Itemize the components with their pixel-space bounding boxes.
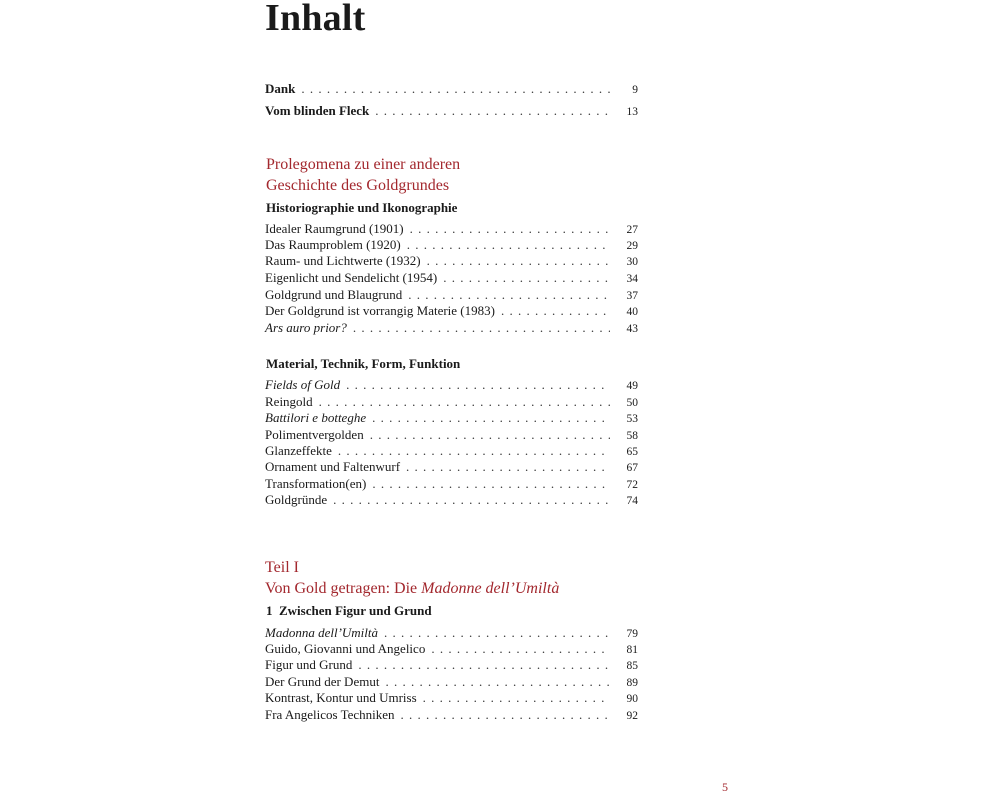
toc-entry-page: 58 xyxy=(626,430,638,442)
toc-entry[interactable] xyxy=(265,674,638,690)
dot-leader xyxy=(423,690,610,706)
toc-entry[interactable] xyxy=(265,237,638,253)
toc-entry[interactable] xyxy=(265,253,638,269)
toc-entry-page: 72 xyxy=(626,479,638,491)
toc-entry-title: Guido, Giovanni und Angelico xyxy=(265,641,426,656)
toc-entry[interactable] xyxy=(265,459,638,475)
toc-entry[interactable] xyxy=(265,427,638,443)
toc-entry-title: Glanzeffekte xyxy=(265,443,332,458)
dot-leader xyxy=(401,707,610,723)
toc-entry[interactable] xyxy=(265,690,638,706)
dot-leader xyxy=(353,320,610,336)
toc-entry-page: 50 xyxy=(626,397,638,409)
toc-entry-title: Fra Angelicos Techniken xyxy=(265,707,395,722)
toc-entry-page: 49 xyxy=(626,380,638,392)
chapter-heading: 1 Zwischen Figur und Grund xyxy=(266,603,432,618)
dot-leader xyxy=(406,459,610,475)
toc-entry-page: 13 xyxy=(626,106,638,118)
teil1-title-plain: Von Gold getragen: Die xyxy=(265,580,422,597)
toc-entry-title: Transformation(en) xyxy=(265,476,367,491)
toc-entry-page: 53 xyxy=(626,413,638,425)
dot-leader xyxy=(375,103,610,119)
toc-entry[interactable] xyxy=(265,625,638,641)
toc-entry-title: Der Goldgrund ist vorrangig Materie (1983) xyxy=(265,303,495,318)
toc-entry[interactable] xyxy=(265,657,638,673)
dot-leader xyxy=(443,270,610,286)
toc-entry-page: 37 xyxy=(626,290,638,302)
toc-entry-page: 85 xyxy=(626,660,638,672)
section-heading: Historiographie und Ikonographie xyxy=(266,200,458,215)
toc-entry-page: 79 xyxy=(626,628,638,640)
dot-leader xyxy=(427,253,610,269)
teil1-title xyxy=(265,578,559,599)
toc-entry[interactable] xyxy=(265,287,638,303)
toc-entry-page: 43 xyxy=(626,323,638,335)
toc-entry[interactable] xyxy=(265,707,638,723)
toc-entry-title: Kontrast, Kontur und Umriss xyxy=(265,690,417,705)
toc-entry-title: Ars auro prior? xyxy=(265,320,347,335)
dot-leader xyxy=(319,394,610,410)
toc-entry-title: Battilori e botteghe xyxy=(265,410,367,425)
toc-entry-page: 89 xyxy=(626,677,638,689)
toc-entry-page: 74 xyxy=(626,495,638,507)
teil1-heading xyxy=(265,557,559,599)
dot-leader xyxy=(346,377,610,393)
dot-leader xyxy=(501,303,610,319)
section-heading: Material, Technik, Form, Funktion xyxy=(266,356,461,371)
toc-entry[interactable] xyxy=(265,476,638,492)
dot-leader xyxy=(333,492,610,508)
teil1-title-italic: Madonne dell’Umiltà xyxy=(421,580,560,597)
toc-entry-page: 40 xyxy=(626,306,638,318)
toc-entry[interactable] xyxy=(265,492,638,508)
toc-entry-dank[interactable] xyxy=(265,81,638,97)
toc-entry[interactable] xyxy=(265,303,638,319)
toc-entry-title: Goldgründe xyxy=(265,492,328,507)
toc-entry-title: Polimentvergolden xyxy=(265,427,364,442)
dot-leader xyxy=(301,81,610,97)
dot-leader xyxy=(370,427,610,443)
toc-entry-page: 81 xyxy=(626,644,638,656)
toc-entry-vom-blinden-fleck[interactable] xyxy=(265,103,638,119)
toc-entry[interactable] xyxy=(265,320,638,336)
toc-entry-title: Der Grund der Demut xyxy=(265,674,380,689)
toc-entry[interactable] xyxy=(265,221,638,237)
prolegomena-heading-line1: Prolegomena zu einer anderen xyxy=(266,156,461,173)
toc-entry-page: 92 xyxy=(626,710,638,722)
dot-leader xyxy=(372,410,610,426)
toc-entry-title: Das Raumproblem (1920) xyxy=(265,237,401,252)
dot-leader xyxy=(431,641,610,657)
dot-leader xyxy=(372,476,610,492)
toc-entry-title: Raum- und Lichtwerte (1932) xyxy=(265,253,421,268)
toc-entry-page: 9 xyxy=(632,84,638,96)
dot-leader xyxy=(408,287,610,303)
toc-entry-title: Reingold xyxy=(265,394,313,409)
toc-entry-page: 34 xyxy=(626,273,638,285)
dot-leader xyxy=(358,657,610,673)
teil1-label: Teil I xyxy=(265,559,299,576)
dot-leader xyxy=(385,674,610,690)
toc-entry[interactable] xyxy=(265,394,638,410)
toc-entry[interactable] xyxy=(265,377,638,393)
toc-entry-title: Figur und Grund xyxy=(265,657,353,672)
toc-entry-page: 67 xyxy=(626,462,638,474)
dot-leader xyxy=(384,625,610,641)
toc-entry-page: 65 xyxy=(626,446,638,458)
toc-entry-title: Eigenlicht und Sendelicht (1954) xyxy=(265,270,438,285)
prolegomena-heading xyxy=(266,154,460,196)
toc-entry-title: Idealer Raumgrund (1901) xyxy=(265,221,404,236)
prolegomena-heading-line2: Geschichte des Goldgrundes xyxy=(266,177,450,194)
toc-entry-page: 90 xyxy=(626,693,638,705)
page-number: 5 xyxy=(722,780,728,794)
toc-entry-title: Dank xyxy=(265,81,296,96)
toc-entry-title: Vom blinden Fleck xyxy=(265,103,370,118)
dot-leader xyxy=(410,221,610,237)
dot-leader xyxy=(338,443,610,459)
toc-entry-title: Goldgrund und Blaugrund xyxy=(265,287,403,302)
toc-entry-title: Madonna dell’Umiltà xyxy=(265,625,379,640)
toc-entry-page: 30 xyxy=(626,256,638,268)
page-title: Inhalt xyxy=(265,0,366,39)
toc-entry-page: 29 xyxy=(626,240,638,252)
toc-entry-page: 27 xyxy=(626,224,638,236)
dot-leader xyxy=(407,237,610,253)
toc-entry[interactable] xyxy=(265,641,638,657)
toc-entry[interactable] xyxy=(265,270,638,286)
toc-entry-title: Ornament und Faltenwurf xyxy=(265,459,401,474)
toc-entry[interactable] xyxy=(265,443,638,459)
toc-entry[interactable] xyxy=(265,410,638,426)
toc-entry-title: Fields of Gold xyxy=(265,377,341,392)
